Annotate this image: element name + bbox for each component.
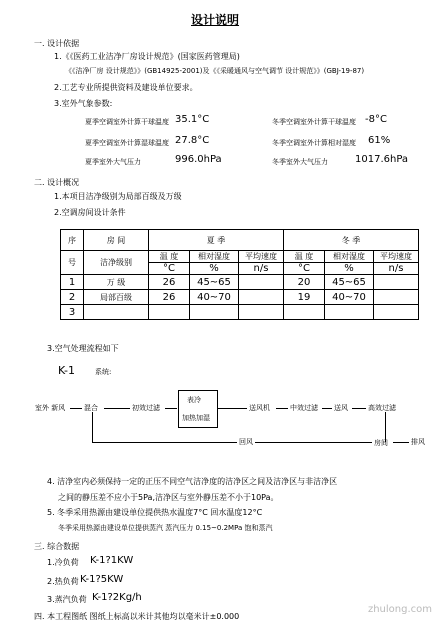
sec1-line2: 《《洁净厂房 设计规范》》(GB14925-2001)及《《采暖通风与空气调节 设计规范》》(GBJ-19-87): [65, 67, 365, 75]
flow-fan: 送风机: [249, 404, 270, 412]
unit: %: [325, 263, 374, 275]
k1-label: K-1: [58, 364, 76, 377]
page-title: 设计说明: [191, 13, 240, 27]
cell: [239, 290, 284, 305]
sec3-item-label: 3.蒸汽负荷: [47, 595, 87, 604]
col-header: 夏 季: [149, 230, 284, 251]
cell: 2: [61, 290, 84, 305]
sec2-line5b: 冬季采用热源由建设单位提供蒸汽 蒸汽压力 0.15~0.2MPa 饱和蒸汽: [58, 524, 273, 532]
unit: n/s: [239, 263, 284, 275]
sec1-line1: 1.《《医药工业洁净厂房设计规范》(国家医药管理局): [54, 52, 240, 61]
col-header: 温 度: [284, 251, 325, 263]
table-row: [61, 275, 419, 290]
sec1-heading: 一. 设计依据: [34, 39, 80, 48]
cell: [374, 275, 419, 290]
flow-supply: 送风: [334, 404, 348, 412]
unit: %: [190, 263, 239, 275]
flow-filter2: 中效过滤: [290, 404, 318, 412]
cell: 40~70: [325, 290, 374, 305]
sec2-line4: 4. 洁净室内必须保持一定的正压不同空气洁净度的洁净区之间及洁净区与非洁净区: [47, 477, 338, 486]
flow-line: [217, 408, 247, 409]
cell: 40~70: [190, 290, 239, 305]
cell: [374, 305, 419, 320]
flow-outside-air: 室外 新风: [35, 404, 66, 412]
sec2-line2: 2.空调房间设计条件: [54, 208, 126, 217]
flow-line: [165, 408, 177, 409]
param-label: 夏季空调室外计算干球温度: [85, 118, 169, 126]
cell: [374, 290, 419, 305]
cell: 19: [284, 290, 325, 305]
sec3-item-label: 2.热负荷: [47, 577, 79, 586]
flow-line: [352, 408, 366, 409]
param-value: 61%: [368, 135, 391, 146]
k1-system-label: 系统:: [95, 368, 112, 376]
table-row: [61, 305, 419, 320]
cell: [325, 305, 374, 320]
cell: 45~65: [190, 275, 239, 290]
unit: °C: [284, 263, 325, 275]
room-conditions-table: [60, 229, 419, 320]
flow-line: [276, 408, 288, 409]
table-row: [61, 290, 419, 305]
param-label: 夏季室外大气压力: [85, 158, 141, 166]
flow-line: [393, 442, 409, 443]
col-header: 平均速度: [239, 251, 284, 263]
sec3-heading: 三. 综合数据: [34, 542, 80, 551]
col-header: 冬 季: [284, 230, 419, 251]
param-label: 冬季空调室外计算干球温度: [272, 118, 356, 126]
flow-hepa: 高效过滤: [368, 404, 396, 412]
cell: [190, 305, 239, 320]
sec2-line4b: 之间的静压差不应小于5Pa,洁净区与室外静压差不小于10Pa。: [58, 493, 279, 502]
flow-heat: 加热加湿: [182, 414, 210, 422]
cell: [239, 275, 284, 290]
flow-line: [92, 412, 93, 442]
col-header: 房 间: [84, 230, 149, 251]
col-header: 温 度: [149, 251, 190, 263]
param-value: 35.1°C: [175, 114, 210, 125]
col-header: 洁净级别: [84, 251, 149, 275]
col-header: 平均速度: [374, 251, 419, 263]
param-value: 996.0hPa: [175, 154, 222, 165]
sec2-line3: 3.空气处理流程如下: [47, 344, 119, 353]
cell: [149, 305, 190, 320]
param-value: 27.8°C: [175, 135, 210, 146]
cell: 局部百级: [84, 290, 149, 305]
flow-filter1: 初效过滤: [132, 404, 160, 412]
sec3-item-label: 1.冷负荷: [47, 558, 79, 567]
cell: 3: [61, 305, 84, 320]
sec3-item-value: K-1?2Kg/h: [92, 592, 142, 603]
param-label: 冬季空调室外计算相对湿度: [272, 139, 356, 147]
cell: [84, 305, 149, 320]
cell: [239, 305, 284, 320]
flow-room: 房间: [374, 439, 388, 447]
sec3-item-value: K-1?5KW: [80, 574, 124, 585]
unit: n/s: [374, 263, 419, 275]
sec2-line5: 5. 冬季采用热源由建设单位提供热水温度7°C 回水温度12°C: [47, 508, 263, 517]
sec1-line4: 3.室外气象参数:: [54, 99, 113, 108]
col-header: 相对湿度: [325, 251, 374, 263]
cell: 万 级: [84, 275, 149, 290]
param-value: -8°C: [365, 114, 387, 125]
sec3-item-value: K-1?1KW: [90, 555, 134, 566]
col-header: 相对湿度: [190, 251, 239, 263]
cell: [284, 305, 325, 320]
flow-line: [322, 408, 332, 409]
watermark: zhulong.com: [367, 604, 432, 615]
param-label: 冬季室外大气压力: [272, 158, 328, 166]
param-label: 夏季空调室外计算湿球温度: [85, 139, 169, 147]
sec1-line3: 2.工艺专业所提供资料及建设单位要求。: [54, 83, 198, 92]
flow-exhaust: 排风: [411, 438, 425, 446]
col-header: 序: [61, 230, 84, 251]
flow-line: [104, 408, 130, 409]
param-value: 1017.6hPa: [355, 154, 409, 165]
cell: 26: [149, 275, 190, 290]
sec2-line1: 1.本项目洁净级别为局部百级及万级: [54, 192, 182, 201]
flow-return-line: [92, 442, 372, 443]
flow-line: [70, 408, 82, 409]
unit: °C: [149, 263, 190, 275]
cell: 20: [284, 275, 325, 290]
col-header: 号: [61, 251, 84, 275]
flow-cool: 表冷: [187, 396, 201, 404]
cell: 1: [61, 275, 84, 290]
cell: 26: [149, 290, 190, 305]
flow-mix: 混合: [84, 404, 98, 412]
cell: 45~65: [325, 275, 374, 290]
sec2-heading: 二. 设计概况: [34, 178, 80, 187]
flow-return: 回风: [239, 438, 253, 446]
sec4-line: 四. 本工程图纸 图纸上标高以米计其他均以毫米计±0.000: [34, 612, 240, 621]
